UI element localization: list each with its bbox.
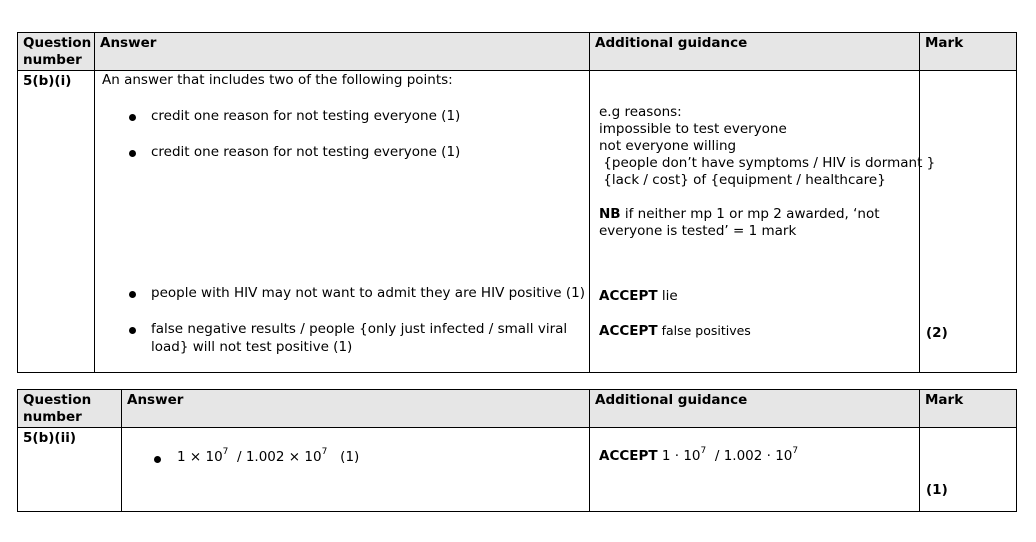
guidance-part-b: / 1.002 · 10	[706, 448, 793, 464]
question-number: 5(b)(ii)	[18, 428, 122, 512]
accept-note-1	[599, 288, 678, 305]
answer-part-b: / 1.002 × 10	[228, 449, 322, 465]
guidance-part-a: 1 · 10	[657, 448, 701, 464]
answer-cell	[95, 71, 590, 373]
question-number-header	[18, 33, 95, 71]
answer-header: Answer	[122, 390, 590, 428]
bullet-point-3: people with HIV may not want to admit they are HIV positive (1)	[151, 285, 585, 301]
nb-text: if neither mp 1 or mp 2 awarded, ‘not	[620, 206, 880, 222]
guidance-line-4: {people don’t have symptoms / HIV is dormant }	[599, 155, 936, 171]
bullet-point-4-line2: load} will not test positive (1)	[151, 339, 353, 355]
mark-value: (2)	[926, 325, 948, 341]
bullet-icon	[129, 150, 136, 157]
accept-label: ACCEPT	[599, 323, 658, 339]
answer-header: Answer	[95, 33, 590, 71]
header-row	[18, 33, 1017, 71]
mark-cell	[920, 71, 1017, 373]
mark-scheme-table-5bi	[17, 32, 1017, 373]
guidance-cell	[590, 428, 920, 512]
exponent: 7	[792, 446, 799, 456]
header-row	[18, 390, 1017, 428]
accept-text-2: false positives	[657, 323, 751, 338]
guidance-header: Additional guidance	[590, 390, 920, 428]
bullet-icon	[129, 114, 136, 121]
exponent: 7	[222, 447, 229, 457]
question-number: 5(b)(i)	[18, 71, 95, 373]
bullet-point-4-line1: false negative results / people {only just infected / small viral	[151, 321, 568, 337]
guidance-line-2: impossible to test everyone	[599, 121, 787, 137]
nb-label: NB	[599, 206, 621, 222]
answer-cell	[122, 428, 590, 512]
answer-part-a: 1 × 10	[177, 449, 223, 465]
answer-intro: An answer that includes two of the following points:	[102, 72, 453, 88]
exponent: 7	[700, 446, 707, 456]
mark-header: Mark	[920, 390, 1017, 428]
mark-scheme-table-5bii	[17, 389, 1017, 512]
bullet-icon	[129, 291, 136, 298]
question-header-line2: number	[23, 52, 82, 68]
accept-text-1: lie	[657, 288, 678, 304]
answer-value	[177, 449, 359, 465]
accept-note	[599, 448, 798, 464]
accept-label: ACCEPT	[599, 448, 658, 464]
question-header-line1: Question	[23, 35, 92, 51]
nb-note-line1	[599, 206, 880, 223]
answer-row	[18, 428, 1017, 512]
question-header-line2: number	[23, 409, 82, 425]
question-header-line1: Question	[23, 392, 92, 408]
mark-header: Mark	[920, 33, 1017, 71]
bullet-icon	[154, 456, 161, 463]
exponent: 7	[321, 447, 328, 457]
answer-row	[18, 71, 1017, 373]
guidance-header: Additional guidance	[590, 33, 920, 71]
guidance-line-5: {lack / cost} of {equipment / healthcare}	[599, 172, 886, 188]
bullet-point-2: credit one reason for not testing everyone (1)	[151, 144, 461, 160]
question-number-header	[18, 390, 122, 428]
bullet-point-1: credit one reason for not testing everyone (1)	[151, 108, 461, 124]
accept-label: ACCEPT	[599, 288, 658, 304]
answer-part-c: (1)	[327, 449, 360, 465]
guidance-line-3: not everyone willing	[599, 138, 737, 154]
guidance-cell	[590, 71, 936, 373]
accept-note-2	[599, 322, 751, 340]
nb-note-line2: everyone is tested’ = 1 mark	[599, 223, 797, 239]
bullet-icon	[129, 327, 136, 334]
guidance-line-1: e.g reasons:	[599, 104, 682, 120]
mark-cell	[920, 428, 1017, 512]
mark-value: (1)	[926, 482, 948, 498]
